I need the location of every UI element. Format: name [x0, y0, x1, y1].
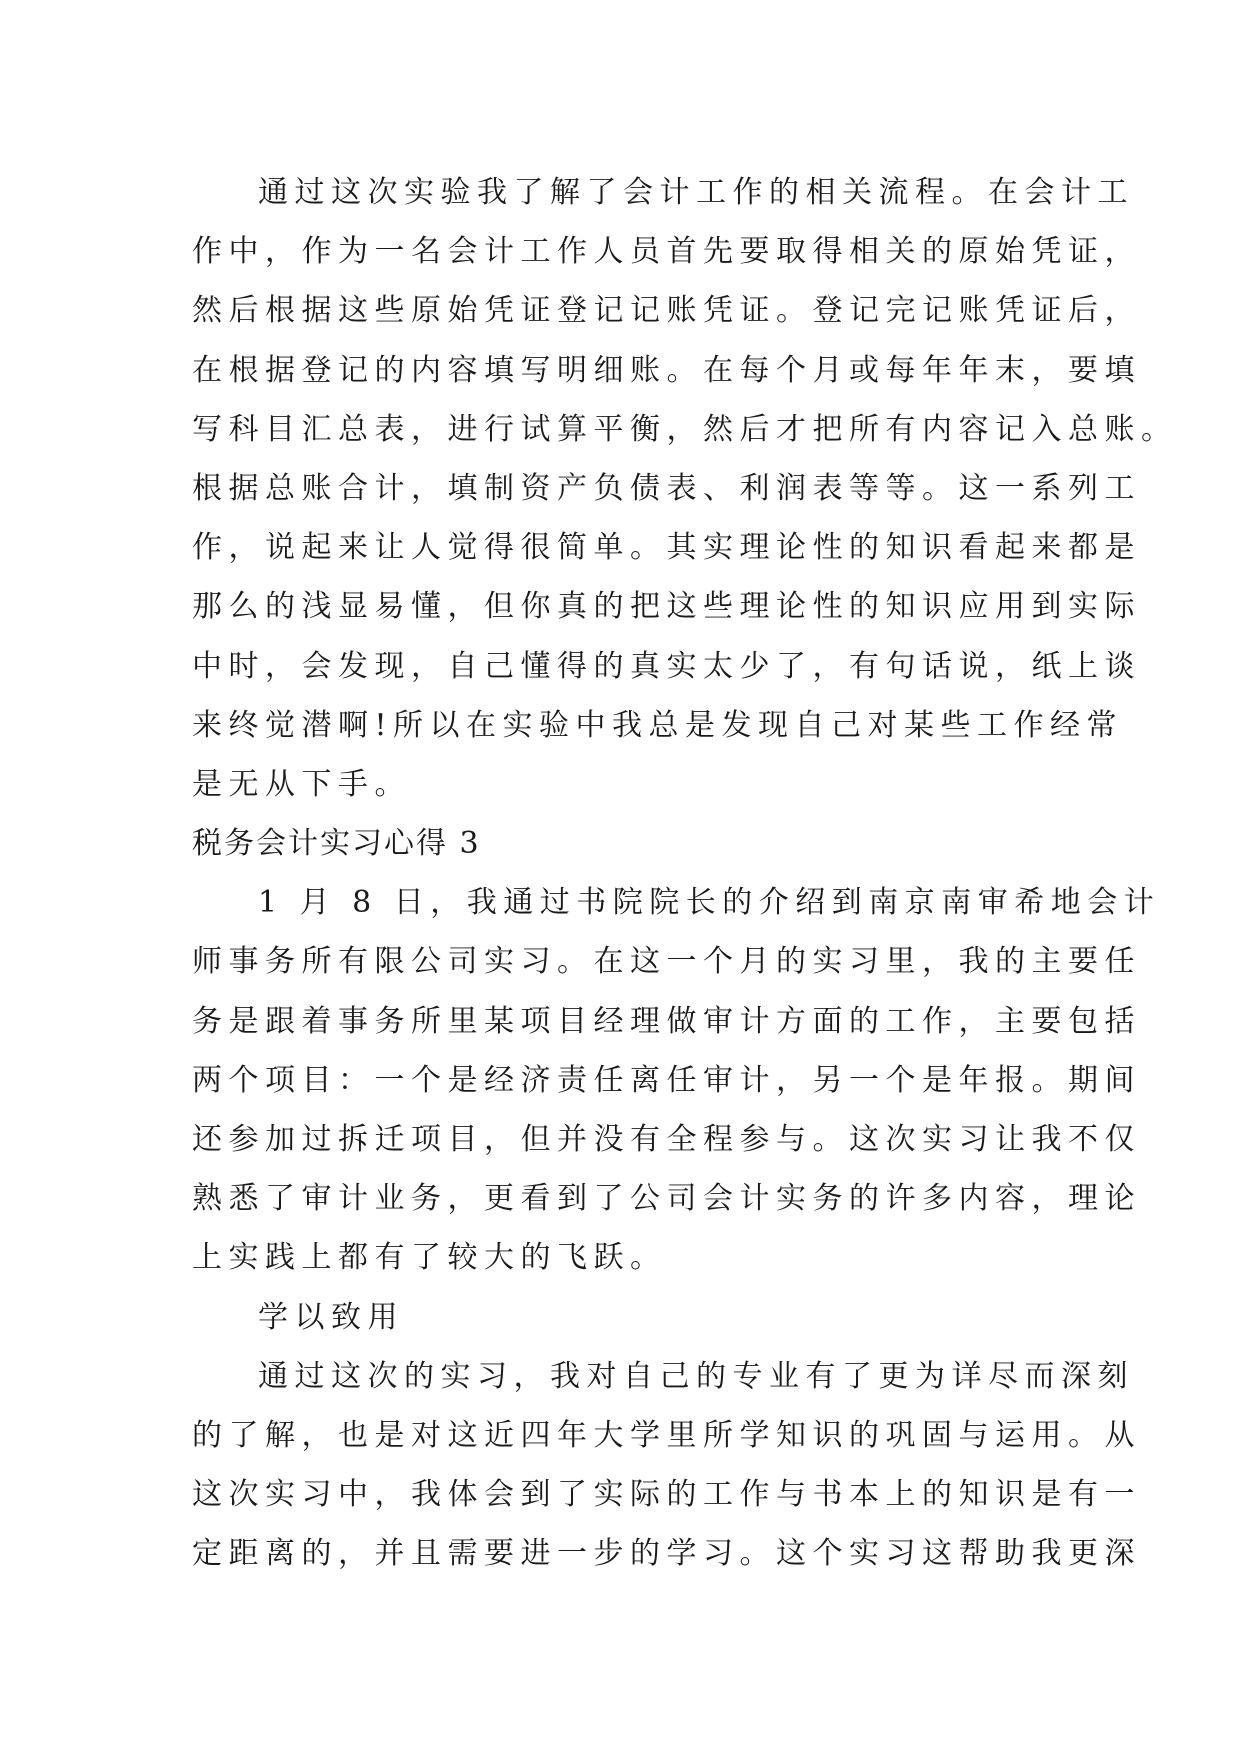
section-heading: 税务会计实习心得 3 — [192, 826, 481, 862]
text-line: 定距离的，并且需要进一步的学习。这个实习这帮助我更深 — [192, 1536, 1141, 1572]
text-line: 两个项目：一个是经济责任离任审计，另一个是年报。期间 — [192, 1062, 1141, 1098]
text-line: 上实践上都有了较大的飞跃。 — [192, 1240, 667, 1276]
document-body — [192, 163, 1178, 1584]
text-line: 作中，作为一名会计工作人员首先要取得相关的原始凭证， — [192, 234, 1141, 270]
text-line: 根据总账合计，填制资产负债表、利润表等等。这一系列工 — [192, 470, 1141, 506]
text-line: 是无从下手。 — [192, 766, 411, 802]
text-line: 来终觉潜啊!所以在实验中我总是发现自己对某些工作经常 — [192, 707, 1124, 743]
text-line: 务是跟着事务所里某项目经理做审计方面的工作，主要包括 — [192, 1003, 1141, 1039]
text-line: 通过这次实验我了解了会计工作的相关流程。在会计工 — [258, 175, 1134, 210]
text-line: 通过这次的实习，我对自己的专业有了更为详尽而深刻 — [258, 1358, 1134, 1394]
text-line: 那么的浅显易懂，但你真的把这些理论性的知识应用到实际 — [192, 589, 1141, 625]
text-line: 在根据登记的内容填写明细账。在每个月或每年年末，要填 — [192, 352, 1141, 388]
text-line: 中时，会发现，自己懂得的真实太少了，有句话说，纸上谈 — [192, 648, 1141, 684]
text-line: 然后根据这些原始凭证登记记账凭证。登记完记账凭证后， — [192, 293, 1141, 329]
text-line: 师事务所有限公司实习。在这一个月的实习里，我的主要任 — [192, 944, 1141, 980]
text-line: 还参加过拆迁项目，但并没有全程参与。这次实习让我不仅 — [192, 1122, 1141, 1157]
text-line: 学以致用 — [258, 1299, 404, 1335]
text-line: 这次实习中，我体会到了实际的工作与书本上的知识是有一 — [192, 1477, 1141, 1513]
text-line: 写科目汇总表，进行试算平衡，然后才把所有内容记入总账。 — [192, 411, 1178, 447]
text-line: 的了解，也是对这近四年大学里所学知识的巩固与运用。从 — [192, 1417, 1141, 1453]
text-line: 1 月 8 日，我通过书院院长的介绍到南京南审希地会计 — [258, 885, 1161, 921]
text-line: 作，说起来让人觉得很简单。其实理论性的知识看起来都是 — [192, 530, 1141, 566]
text-line: 熟悉了审计业务，更看到了公司会计实务的许多内容，理论 — [192, 1181, 1141, 1217]
